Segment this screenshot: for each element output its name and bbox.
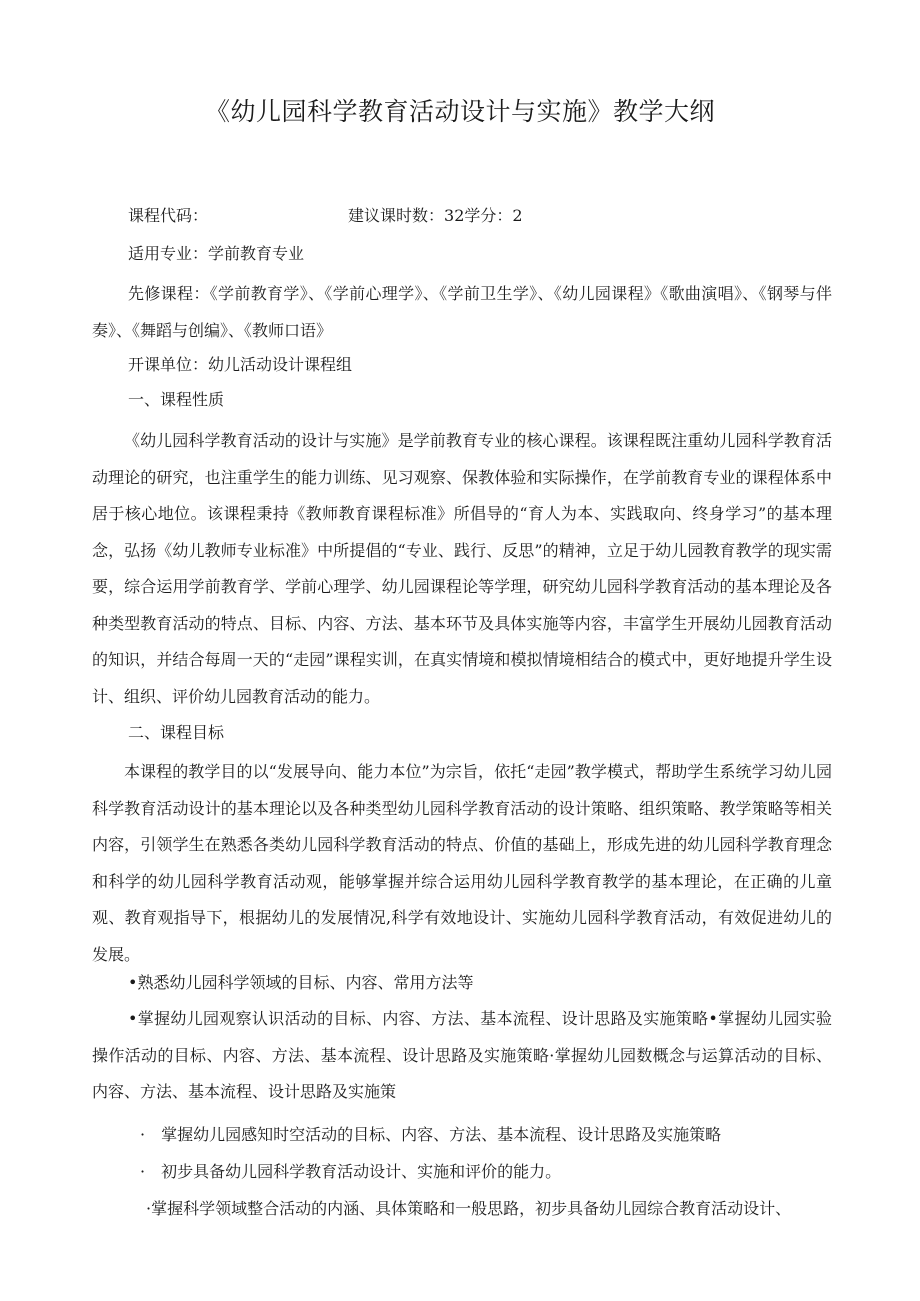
offering-unit: 开课单位：幼儿活动设计课程组 [128, 355, 353, 374]
objective-bullet: · 初步具备幼儿园科学教育活动设计、实施和评价的能力。 [140, 1162, 562, 1181]
prerequisite-courses: 先修课程：《学前教育学》、《学前心理学》、《学前卫生学》、《幼儿园课程》《歌曲演唱》、《钢琴与伴奏》、《舞蹈与创编》、《教师口语》 [92, 284, 832, 341]
section-heading-objectives: 二、课程目标 [128, 723, 225, 742]
section-body-objectives: 本课程的教学目的以“发展导向、能力本位”为宗旨，依托“走园”教学模式，帮助学生系统学习幼儿园科学教育活动设计的基本理论以及各种类型幼儿园科学教育活动的设计策略、组织策略、教学策略等相关内容，引领学生在熟悉各类幼儿园科学教育活动的特点、价值的基础上，形成先进的幼儿园科学教育理念和科学的幼儿园科学教育活动观，能够掌握并综合运用幼儿园科学教育教学的基本理论，在正确的儿童观、教育观指导下，根据幼儿的发展情况,科学有效地设计、实施幼儿园科学教育活动，有效促进幼儿的发展。 [92, 762, 832, 964]
document-title: 《幼儿园科学教育活动设计与实施》教学大纲 [204, 97, 715, 126]
applicable-major: 适用专业：学前教育专业 [128, 244, 305, 263]
objective-bullet: •掌握幼儿园观察认识活动的目标、内容、方法、基本流程、设计思路及实施策略•掌握幼儿园实验操作活动的目标、内容、方法、基本流程、设计思路及实施策略·掌握幼儿园数概念与运算活动的目标、内容、方法、基本流程、设计思路及实施策 [92, 1009, 832, 1101]
section-body-nature: 《幼儿园科学教育活动的设计与实施》是学前教育专业的核心课程。该课程既注重幼儿园科学教育活动理论的研究，也注重学生的能力训练、见习观察、保教体验和实际操作，在学前教育专业的课程体系中居于核心地位。该课程秉持《教师教育课程标准》所倡导的“育人为本、实践取向、终身学习”的基本理念，弘扬《幼儿教师专业标准》中所提倡的“专业、践行、反思”的精神，立足于幼儿园教育教学的现实需要，综合运用学前教育学、学前心理学、幼儿园课程论等学理，研究幼儿园科学教育活动的基本理论及各种类型教育活动的特点、目标、内容、方法、基本环节及具体实施等内容，丰富学生开展幼儿园教育活动的知识，并结合每周一天的“走园”课程实训，在真实情境和模拟情境相结合的模式中，更好地提升学生设计、组织、评价幼儿园教育活动的能力。 [92, 431, 832, 706]
course-code-label: 课程代码： [128, 206, 209, 225]
section-heading-nature: 一、课程性质 [128, 390, 225, 409]
objective-bullet: •熟悉幼儿园科学领域的目标、内容、常用方法等 [128, 973, 474, 992]
objective-bullet: · 掌握幼儿园感知时空活动的目标、内容、方法、基本流程、设计思路及实施策略 [140, 1125, 722, 1144]
hours-credits: 建议课时数：32学分：2 [348, 206, 523, 225]
course-meta-row [128, 204, 523, 228]
objective-bullet: ·掌握科学领域整合活动的内涵、具体策略和一般思路，初步具备幼儿园综合教育活动设计、 [146, 1199, 792, 1218]
